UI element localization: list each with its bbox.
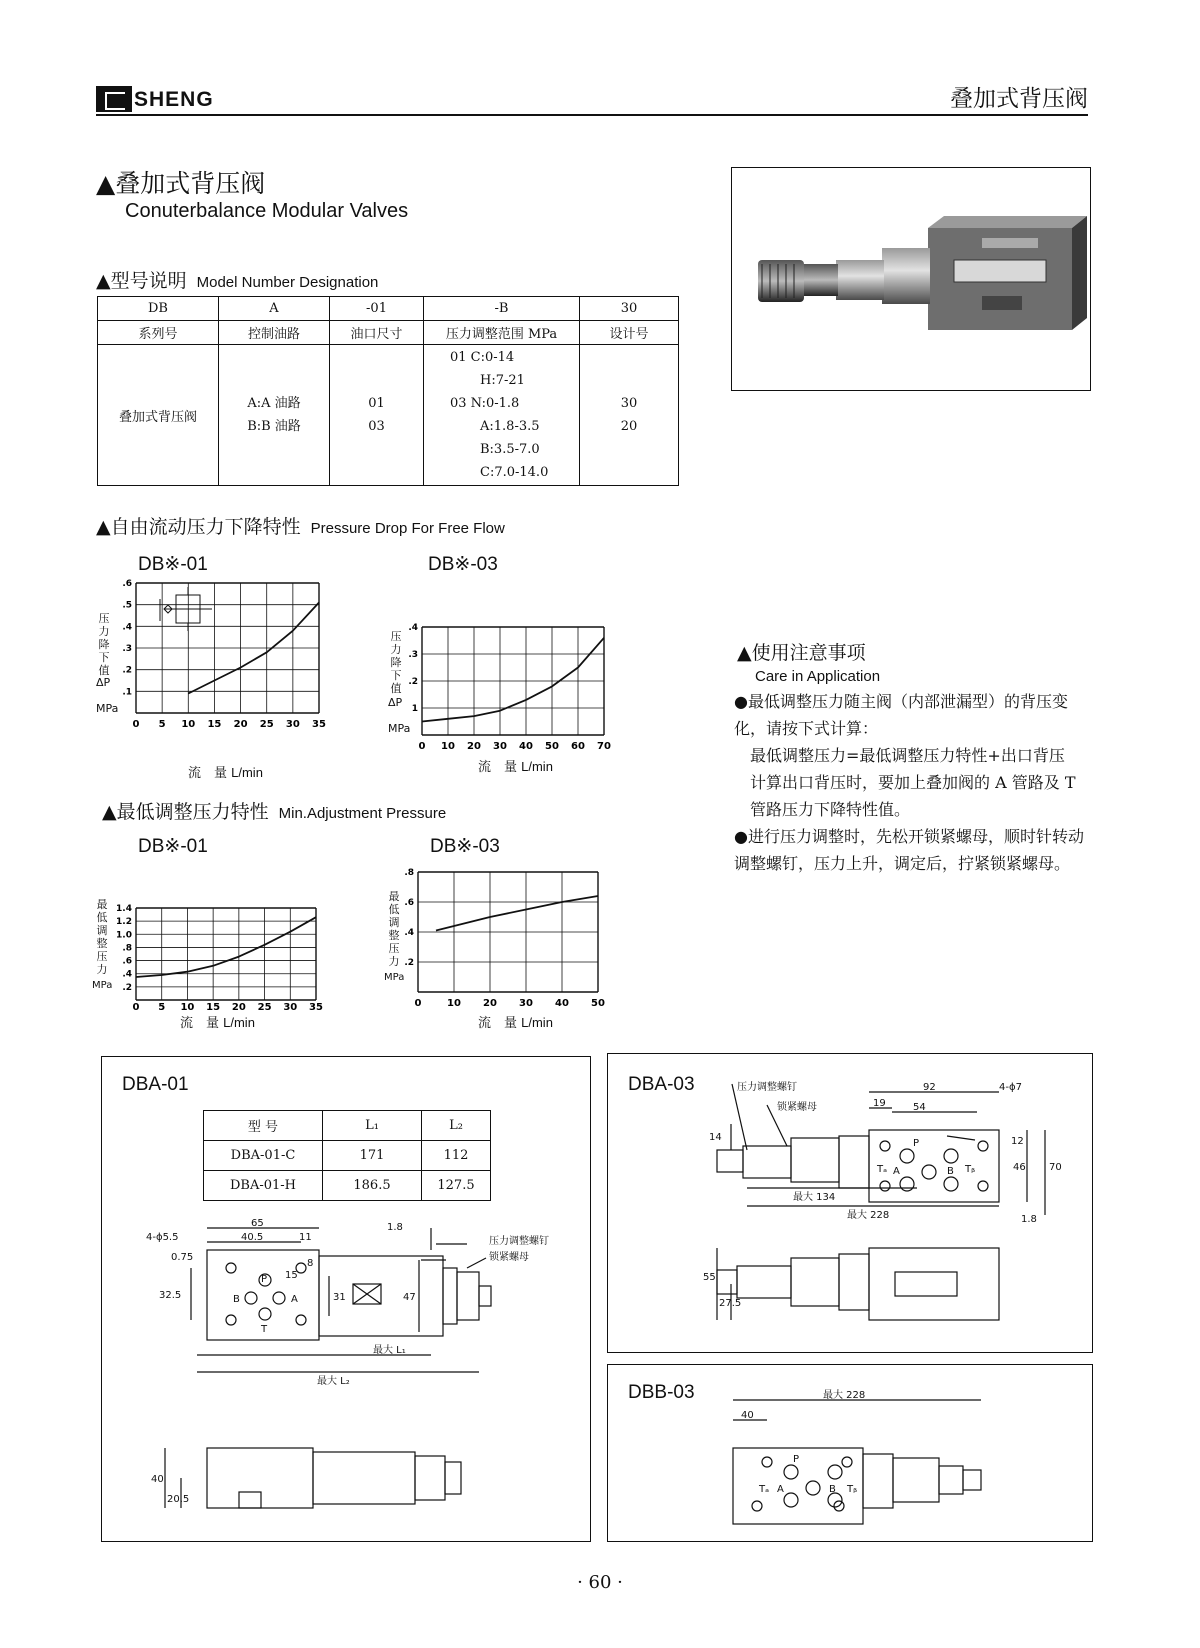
hydraulic-symbol-icon — [160, 587, 212, 631]
code-cell: -B — [424, 297, 580, 321]
chart1-ylabel: 压 力 降 下 值 — [98, 612, 110, 677]
port-label: B — [233, 1294, 240, 1305]
x-tick-label: 70 — [597, 741, 611, 752]
ports-cell — [330, 345, 424, 486]
control-cell — [219, 345, 330, 486]
note-item: ●进行压力调整时，先松开锁紧螺母，顺时针转动调整螺钉，压力上升，调定后，拧紧锁紧螺母。 — [734, 827, 1084, 873]
code-cell: 30 — [580, 297, 679, 321]
x-tick-label: 25 — [259, 719, 274, 730]
y-tick-label: .5 — [122, 600, 132, 611]
design-value: 30 — [620, 396, 638, 411]
product-photo — [731, 167, 1091, 391]
dim-label: 1.8 — [387, 1222, 403, 1233]
dim-label: 32.5 — [159, 1290, 182, 1301]
chart4-svg — [406, 860, 628, 1010]
dim-label: 70 — [1049, 1162, 1062, 1173]
dim-label: 1.8 — [1021, 1214, 1037, 1225]
code-cell: -01 — [330, 297, 424, 321]
header-cell: 设计号 — [580, 321, 679, 345]
dim-label: 20.5 — [167, 1494, 190, 1505]
x-tick-label: 20 — [233, 719, 248, 730]
dim-label: 最大 228 — [823, 1390, 866, 1401]
header-cell: 压力调整范围 MPa — [424, 321, 580, 345]
dim-label: 27.5 — [719, 1298, 742, 1309]
table-row — [98, 321, 679, 345]
dba03-technical-drawing — [607, 1080, 1091, 1346]
x-tick-label: 40 — [519, 741, 533, 752]
port-label: T — [261, 1324, 268, 1335]
table-row — [204, 1171, 491, 1201]
table-header: L₁ — [323, 1111, 422, 1141]
chart1-title: DB※-01 — [138, 554, 208, 575]
y-tick-label: 1.4 — [116, 904, 132, 914]
y-tick-label: .4 — [122, 622, 132, 633]
dim-label: 12 — [1011, 1136, 1024, 1147]
table-row — [204, 1141, 491, 1171]
port-label: P — [913, 1138, 920, 1149]
pressure-drop-title-cn: ▲自由流动压力下降特性 — [96, 516, 301, 538]
chart4-xlabel: 流 量 L/min — [478, 1015, 553, 1031]
dim-label: 15 — [285, 1270, 298, 1281]
y-tick-label: .2 — [122, 665, 132, 676]
page-subtitle: Conuterbalance Modular Valves — [125, 200, 409, 222]
y-tick-label: 1 — [411, 704, 418, 714]
header-cell: 系列号 — [98, 321, 219, 345]
valve-photo-illustration — [732, 168, 1090, 390]
chart2-svg — [410, 615, 632, 755]
port-label: A — [777, 1484, 784, 1495]
table-cell: 112 — [422, 1141, 491, 1171]
min-adjust-title-en: Min.Adjustment Pressure — [278, 805, 447, 822]
y-tick-label: 1.0 — [116, 930, 132, 941]
header-cell: 控制油路 — [219, 321, 330, 345]
dim-label: 47 — [403, 1292, 416, 1303]
x-tick-label: 10 — [180, 1002, 195, 1013]
port-label: P — [261, 1274, 268, 1285]
dim-label: 最大 L₂ — [317, 1376, 350, 1387]
company-logo-text: SHENG — [134, 88, 214, 111]
x-tick-label: 0 — [418, 741, 426, 752]
dim-label: 92 — [923, 1082, 936, 1093]
y-tick-label: .3 — [408, 650, 418, 660]
model-title-cn: ▲型号说明 — [96, 270, 187, 292]
y-tick-label: .2 — [408, 677, 418, 687]
pressure-drop-title — [96, 512, 505, 539]
y-tick-label: .4 — [408, 623, 418, 633]
port-value: 03 — [368, 419, 385, 434]
code-cell: DB — [98, 297, 219, 321]
chart3-xlabel: 流 量 L/min — [180, 1015, 255, 1031]
note-item: 计算出口背压时，要加上叠加阀的 A 管路及 T 管路压力下降特性值。 — [750, 773, 1076, 819]
holes-label: 4-ϕ7 — [999, 1082, 1022, 1093]
port-label: P — [793, 1454, 800, 1465]
chart1-unit: ΔP MPa — [96, 676, 119, 715]
dbb03-title: DBB-03 — [628, 1382, 695, 1403]
table-header: L₂ — [422, 1111, 491, 1141]
pressure-value: B:3.5-7.0 — [480, 442, 540, 457]
x-tick-label: 40 — [555, 998, 569, 1009]
table-cell: DBA-01-C — [204, 1141, 323, 1171]
pressure-value: 01 C:0-14 — [450, 350, 515, 365]
x-tick-label: 5 — [158, 719, 166, 730]
series-cell: 叠加式背压阀 — [98, 345, 219, 486]
x-tick-label: 0 — [132, 719, 140, 730]
port-label: Tᵦ — [965, 1164, 976, 1175]
x-tick-label: 20 — [231, 1002, 246, 1013]
port-label: A — [893, 1166, 900, 1177]
dim-label: 0.75 — [171, 1252, 194, 1263]
x-tick-label: 50 — [591, 998, 605, 1009]
chart3-unit: MPa — [92, 980, 113, 991]
page-title: ▲叠加式背压阀 — [96, 169, 266, 198]
table-row — [98, 297, 679, 321]
table-cell: 186.5 — [323, 1171, 422, 1201]
design-cell — [580, 345, 679, 486]
dim-label: 最大 134 — [793, 1192, 836, 1203]
x-tick-label: 35 — [309, 1002, 323, 1013]
dba03-title: DBA-03 — [628, 1074, 695, 1095]
chart2-title: DB※-03 — [428, 554, 498, 575]
design-value: 20 — [620, 419, 638, 434]
control-value: B:B 油路 — [247, 419, 301, 434]
notes-title: ▲使用注意事项 — [737, 642, 866, 664]
dba01-holes-label: 4-ϕ5.5 — [146, 1232, 179, 1243]
min-adjust-title-cn: ▲最低调整压力特性 — [102, 801, 269, 823]
y-tick-label: .6 — [404, 898, 414, 908]
pressure-drop-title-en: Pressure Drop For Free Flow — [310, 520, 505, 537]
dim-label: 65 — [251, 1218, 264, 1229]
x-tick-label: 0 — [132, 1002, 140, 1013]
lock-nut-label: 锁紧螺母 — [489, 1252, 529, 1263]
chart2-ylabel: 压 力 降 下 值 — [390, 630, 402, 695]
x-tick-label: 30 — [519, 998, 533, 1009]
x-tick-label: 60 — [571, 741, 585, 752]
x-tick-label: 5 — [158, 1002, 166, 1013]
note-item: 最低调整压力=最低调整压力特性+出口背压 — [750, 746, 1065, 765]
y-tick-label: .4 — [404, 928, 414, 938]
dim-label: 8 — [307, 1258, 314, 1269]
dim-label: 31 — [333, 1292, 346, 1303]
dim-label: 46 — [1013, 1162, 1026, 1173]
dim-label: 40.5 — [241, 1232, 264, 1243]
chart3-title: DB※-01 — [138, 836, 208, 857]
dim-label: 40 — [741, 1410, 754, 1421]
y-tick-label: .3 — [122, 644, 132, 654]
y-tick-label: .1 — [122, 687, 132, 698]
dim-label: 54 — [913, 1102, 926, 1113]
x-tick-label: 20 — [483, 998, 497, 1009]
chart4-title: DB※-03 — [430, 836, 500, 857]
y-tick-label: 1.2 — [116, 917, 132, 928]
port-label: B — [829, 1484, 836, 1495]
x-tick-label: 35 — [312, 719, 326, 730]
port-label: Tₐ — [759, 1484, 770, 1495]
y-tick-label: .4 — [122, 969, 132, 980]
port-label: A — [291, 1294, 298, 1305]
table-header: 型 号 — [204, 1111, 323, 1141]
dba01-title: DBA-01 — [122, 1074, 189, 1095]
dim-label: 19 — [873, 1098, 886, 1109]
table-row — [98, 345, 679, 486]
adj-screw-label: 压力调整螺钉 — [489, 1236, 549, 1247]
x-tick-label: 15 — [207, 719, 222, 730]
model-title-en: Model Number Designation — [196, 274, 379, 291]
header-cell: 油口尺寸 — [330, 321, 424, 345]
pressure-value: H:7-21 — [480, 373, 525, 388]
port-label: Tₐ — [877, 1164, 888, 1175]
table-cell: DBA-01-H — [204, 1171, 323, 1201]
chart3-svg — [112, 890, 342, 1013]
x-tick-label: 15 — [206, 1002, 221, 1013]
dim-label: 11 — [299, 1232, 312, 1243]
pressure-value: A:1.8-3.5 — [480, 419, 540, 434]
chart3-ylabel: 最 低 调 整 压 力 — [96, 898, 108, 976]
model-designation-table — [97, 296, 679, 486]
port-label: B — [947, 1166, 954, 1177]
port-label: Tᵦ — [847, 1484, 858, 1495]
dbb03-technical-drawing — [607, 1388, 1091, 1538]
series-line — [436, 896, 598, 931]
y-tick-label: .8 — [404, 868, 414, 878]
pressure-value: C:7.0-14.0 — [480, 465, 549, 480]
x-tick-label: 20 — [467, 741, 481, 752]
dim-label: 55 — [703, 1272, 716, 1283]
control-value: A:A 油路 — [247, 396, 301, 411]
min-adjust-title — [102, 797, 446, 824]
note-item: ●最低调整压力随主阀（内部泄漏型）的背压变化，请按下式计算： — [734, 692, 1068, 738]
y-tick-label: .8 — [122, 943, 132, 954]
y-tick-label: .2 — [122, 982, 132, 993]
pressure-cell — [424, 345, 580, 486]
header-divider — [96, 114, 1088, 116]
x-tick-label: 10 — [447, 998, 461, 1009]
x-tick-label: 0 — [414, 998, 422, 1009]
dba01-dimension-table — [203, 1110, 491, 1201]
x-tick-label: 10 — [181, 719, 196, 730]
x-tick-label: 30 — [283, 1002, 298, 1013]
port-value: 01 — [368, 396, 385, 411]
y-tick-label: .2 — [404, 958, 414, 968]
x-tick-label: 25 — [257, 1002, 272, 1013]
code-cell: A — [219, 297, 330, 321]
adj-screw-label: 压力调整螺钉 — [737, 1082, 797, 1093]
dim-label: 最大 L₁ — [373, 1345, 406, 1356]
chart4-ylabel: 最 低 调 整 压 力 — [388, 890, 400, 968]
model-section-title — [96, 266, 378, 293]
header-title: 叠加式背压阀 — [950, 86, 1088, 112]
pressure-value: 03 N:0-1.8 — [450, 396, 520, 411]
x-tick-label: 30 — [493, 741, 507, 752]
dim-label: 最大 228 — [847, 1210, 890, 1221]
chart4-unit: MPa — [384, 972, 405, 983]
chart1-svg — [120, 575, 342, 747]
lock-nut-label: 锁紧螺母 — [777, 1102, 817, 1113]
dba01-technical-drawing — [101, 1220, 589, 1540]
chart2-xlabel: 流 量 L/min — [478, 759, 553, 775]
chart2-unit: ΔP MPa — [388, 696, 411, 735]
y-tick-label: .6 — [122, 579, 132, 589]
series-line — [422, 638, 604, 722]
chart1-xlabel: 流 量 L/min — [188, 765, 263, 781]
x-tick-label: 30 — [285, 719, 300, 730]
dim-label: 40 — [151, 1474, 164, 1485]
page-number: · 60 · — [577, 1572, 623, 1593]
notes-subtitle: Care in Application — [755, 668, 881, 685]
table-cell: 171 — [323, 1141, 422, 1171]
x-tick-label: 50 — [545, 741, 559, 752]
dim-label: 14 — [709, 1132, 722, 1143]
y-tick-label: .6 — [122, 956, 132, 967]
table-row — [204, 1111, 491, 1141]
table-cell: 127.5 — [422, 1171, 491, 1201]
company-logo-mark — [96, 86, 132, 112]
x-tick-label: 10 — [441, 741, 455, 752]
